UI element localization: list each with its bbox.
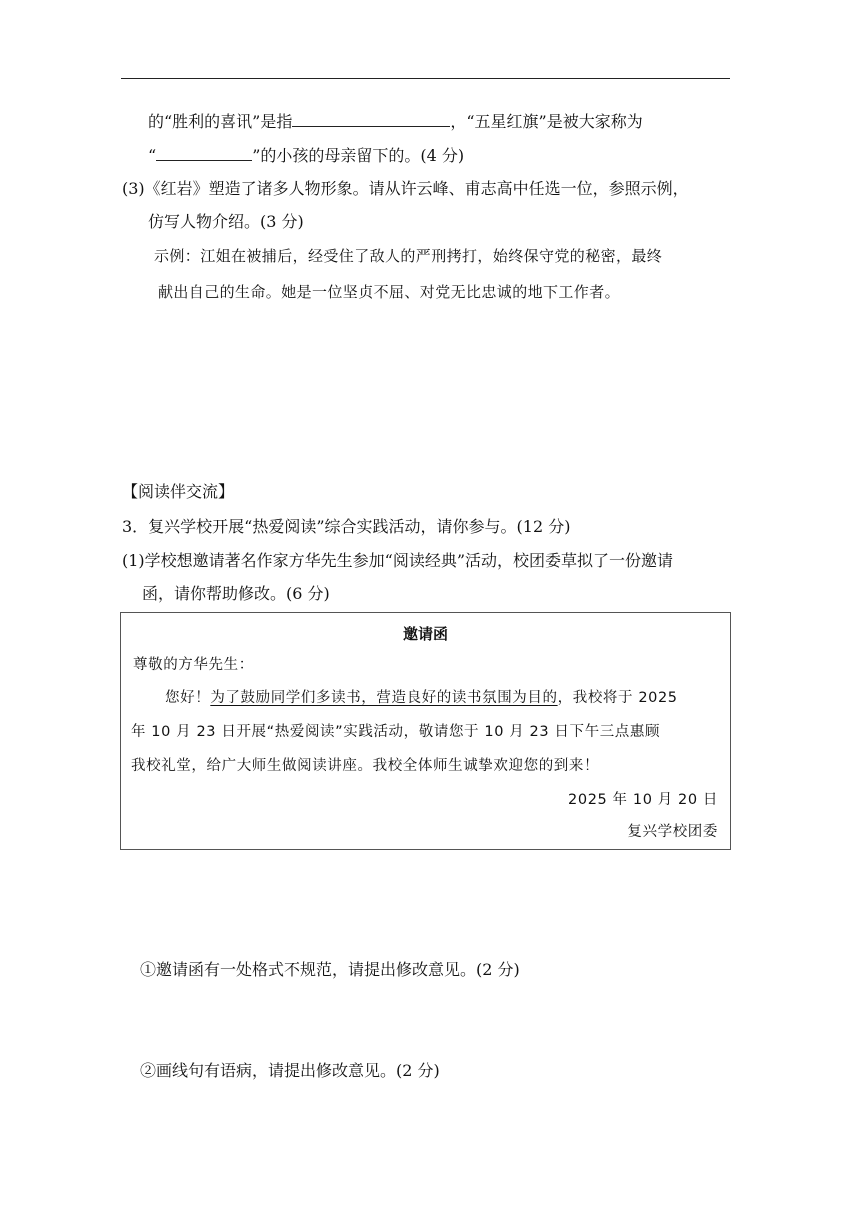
example-line-1: 示例：江姐在被捕后，经受住了敌人的严刑拷打，始终保守党的秘密，最终 (154, 247, 663, 265)
invitation-letter-box (120, 612, 731, 850)
header-rule (121, 78, 730, 79)
example-line-2: 献出自己的生命。她是一位坚贞不屈、对党无比忠诚的地下工作者。 (158, 283, 621, 301)
letter-body-line-3: 我校礼堂，给广大师生做阅读讲座。我校全体师生诚挚欢迎您的到来！ (131, 758, 600, 774)
q2-line-2 (148, 144, 464, 167)
letter-body-line-2: 年 10 月 23 日开展“热爱阅读”实践活动，敬请您于 10 月 23 日下午三点惠顾 (131, 724, 661, 740)
sub-question-1-line-2: 函，请你帮助修改。(6 分) (142, 584, 330, 603)
letter-salutation: 尊敬的方华先生： (133, 657, 254, 673)
question-3: 3．复兴学校开展“热爱阅读”综合实践活动，请你参与。(12 分) (122, 517, 571, 536)
letter-body-line-1-rest: ，我校将于 2025 (557, 690, 678, 706)
q2-line-1-text-b: ，“五星红旗”是被大家称为 (450, 112, 643, 131)
underlined-sentence: 为了鼓励同学们多读书，营造良好的读书氛围为目的 (210, 690, 558, 706)
answer-blank-1[interactable] (292, 110, 450, 127)
letter-body-line-1 (165, 688, 678, 708)
letter-signature: 复兴学校团委 (627, 824, 718, 840)
letter-date: 2025 年 10 月 20 日 (568, 792, 718, 808)
q2-line-2-text-b: ”的小孩的母亲留下的。(4 分) (252, 146, 465, 165)
q2-line-1-text-a: 的“胜利的喜讯”是指 (148, 112, 293, 131)
letter-greeting: 您好！ (165, 690, 211, 706)
sub-question-3-line-1: (3)《红岩》塑造了诸多人物形象。请从许云峰、甫志高中任选一位，参照示例， (122, 179, 689, 198)
sub-question-3-line-2: 仿写人物介绍。(3 分) (148, 212, 304, 231)
answer-blank-2[interactable] (156, 144, 252, 161)
question-circled-1: ①邀请函有一处格式不规范，请提出修改意见。(2 分) (140, 960, 520, 979)
letter-title: 邀请函 (402, 625, 448, 643)
sub-question-1-line-1: (1)学校想邀请著名作家方华先生参加“阅读经典”活动，校团委草拟了一份邀请 (122, 551, 674, 570)
question-circled-2: ②画线句有语病，请提出修改意见。(2 分) (140, 1061, 440, 1080)
q2-line-1 (148, 110, 643, 133)
q2-line-2-text-a: “ (148, 146, 157, 165)
section-heading: 【阅读伴交流】 (122, 482, 235, 501)
